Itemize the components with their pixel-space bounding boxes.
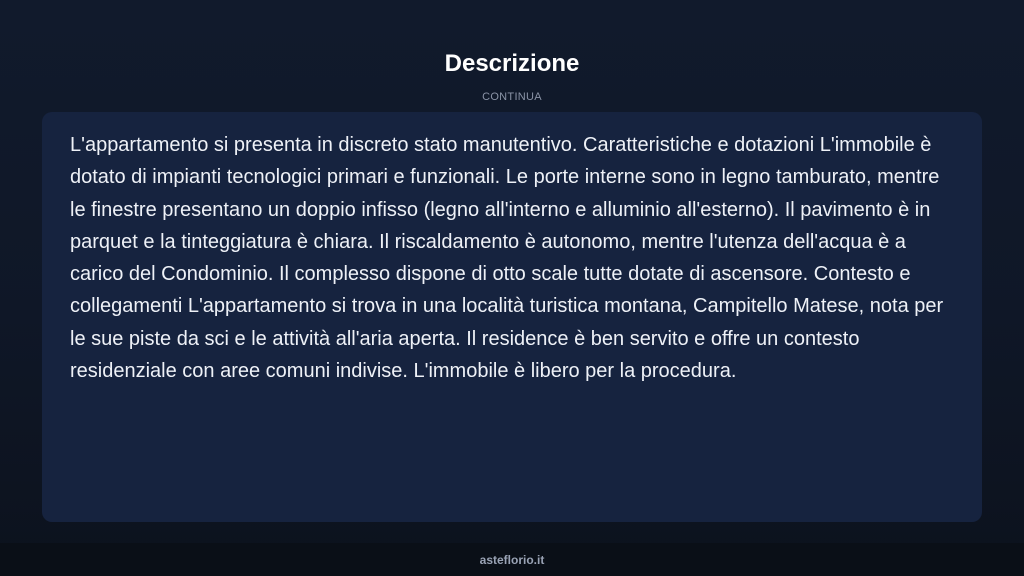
page-title: Descrizione xyxy=(444,50,580,77)
description-card xyxy=(42,112,982,522)
description-text: L'appartamento si presenta in discreto stato manutentivo. Caratteristiche e dotazioni L'immobile è dotato di impianti tecnologici primari e funzionali. Le porte interne sono in legno tamburato, mentre le finestre presentano un doppio infisso (legno all'interno e alluminio all'esterno). Il pavimento è in parquet e la tinteggiatura è chiara. Il riscaldamento è autonomo, mentre l'utenza dell'acqua è a carico del Condominio. Il complesso dispone di otto scale tutte dotate di ascensore. Contesto e collegamenti L'appartamento si trova in una località turistica montana, Campitello Matese, nota per le sue piste da sci e le attività all'aria aperta. Il residence è ben servito e offre un contesto residenziale con aree comuni indivise. L'immobile è libero per la procedura. xyxy=(70,134,944,383)
footer-brand: asteflorio.it xyxy=(479,553,545,567)
page-subtitle: CONTINUA xyxy=(482,91,542,103)
footer-bar xyxy=(0,543,1024,576)
